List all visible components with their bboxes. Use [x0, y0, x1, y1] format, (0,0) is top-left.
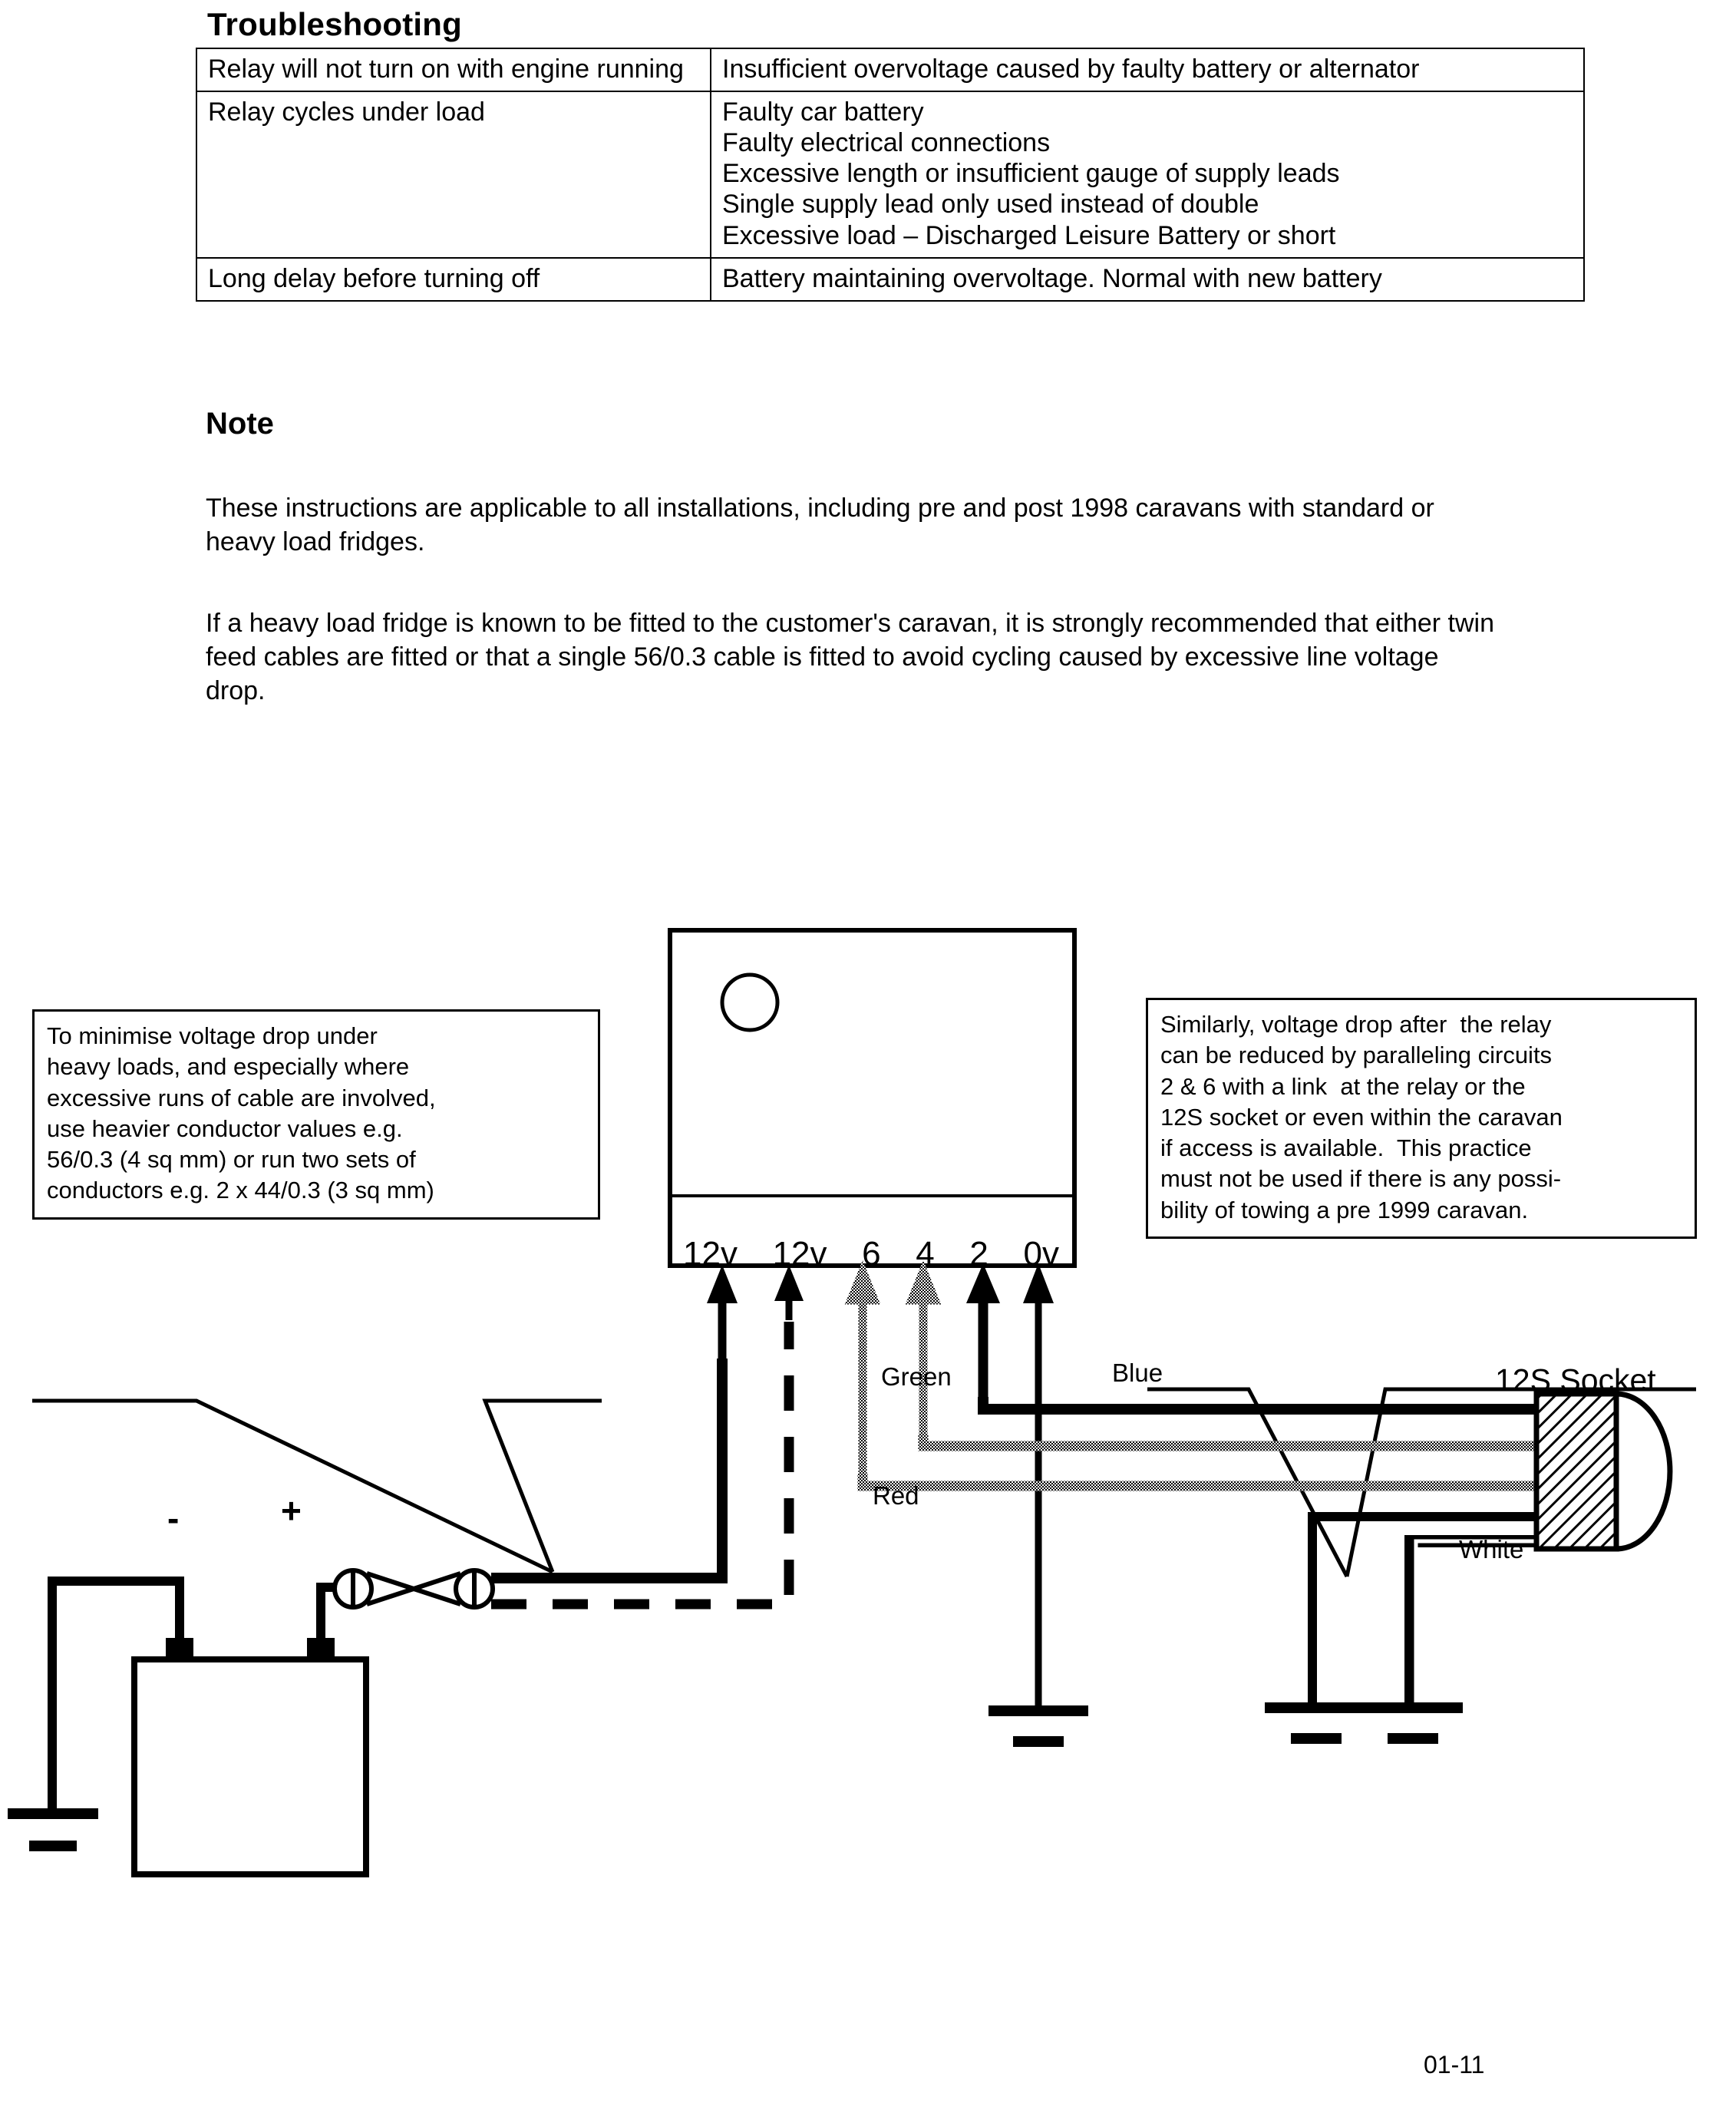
callout-left-voltage-drop: [32, 1009, 600, 1220]
table-row: [196, 258, 1584, 301]
table-row: [196, 91, 1584, 258]
callout-line: bility of towing a pre 1999 caravan.: [1160, 1196, 1529, 1223]
wire-label-green: Green: [881, 1362, 952, 1391]
relay-terminal-4: 4: [916, 1235, 935, 1273]
table-cell-cause: [711, 48, 1584, 91]
relay-terminal-2: 2: [969, 1235, 988, 1273]
arrow-terminal-12v-a: [707, 1265, 738, 1359]
callout-line: 2 & 6 with a link at the relay or the: [1160, 1072, 1526, 1100]
cause-item: Excessive length or insufficient gauge of supply leads: [722, 159, 1340, 189]
cause-item: Single supply lead only used instead of double: [722, 190, 1259, 220]
table-cell-cause: [711, 258, 1584, 301]
callout-line: excessive runs of cable are involved,: [47, 1084, 436, 1111]
callout-line: if access is available. This practice: [1160, 1134, 1532, 1162]
arrow-terminal-2: [966, 1263, 1000, 1397]
callout-line: must not be used if there is any possi-: [1160, 1165, 1562, 1193]
wire-green: [863, 1474, 1536, 1486]
cause-item: Insufficient overvoltage caused by faulty battery or alternator: [722, 54, 1420, 84]
callout-line: 56/0.3 (4 sq mm) or run two sets of: [47, 1146, 416, 1174]
supply-cable-primary: [491, 1359, 722, 1578]
ground-0v: [988, 1705, 1088, 1747]
callout-line: conductors e.g. 2 x 44/0.3 (3 sq mm): [47, 1177, 434, 1204]
table-cell-cause: [711, 91, 1584, 258]
relay-terminal-0v: 0v: [1023, 1235, 1059, 1273]
wire-label-red: Red: [873, 1481, 919, 1510]
troubleshooting-table: [196, 48, 1585, 302]
note-heading: Note: [206, 407, 274, 441]
fuse-pair: [335, 1570, 493, 1607]
table-cell-symptom: Relay will not turn on with engine running: [196, 48, 711, 91]
12s-socket: [1536, 1394, 1670, 1549]
relay-terminal-12v-b: 12v: [772, 1235, 827, 1273]
wire-blue: [983, 1397, 1536, 1409]
cause-item: Faulty car battery: [722, 97, 924, 127]
callout-line: 12S socket or even within the caravan: [1160, 1103, 1563, 1131]
cause-item: Battery maintaining overvoltage. Normal with new battery: [722, 263, 1382, 293]
callout-left-leader: [32, 1401, 602, 1572]
callout-line: use heavier conductor values e.g.: [47, 1114, 403, 1142]
table-cell-symptom: Long delay before turning off: [196, 258, 711, 301]
callout-line: To minimise voltage drop under: [47, 1022, 378, 1049]
battery-negative-sign: -: [167, 1498, 180, 1538]
note-paragraph: These instructions are applicable to all installations, including pre and post 1998 caravans with standard or heavy load fridges.: [206, 494, 1434, 557]
wire-label-white: White: [1459, 1535, 1524, 1563]
page-footer-code: 01-11: [1424, 2051, 1485, 2078]
battery-positive-sign: +: [281, 1491, 302, 1530]
troubleshooting-heading: Troubleshooting: [207, 6, 462, 42]
arrow-terminal-12v-b: [774, 1265, 804, 1320]
callout-right-paralleling: [1146, 998, 1697, 1239]
callout-line: Similarly, voltage drop after the relay: [1160, 1011, 1552, 1038]
arrow-terminal-6: [847, 1263, 879, 1474]
wire-label-blue: Blue: [1112, 1359, 1163, 1387]
table-row: [196, 48, 1584, 91]
table-cell-symptom: Relay cycles under load: [196, 91, 711, 258]
cause-item: Excessive load – Discharged Leisure Battery or short: [722, 220, 1336, 250]
relay-unit: [670, 930, 1074, 1266]
wire-white: [1363, 1541, 1536, 1744]
wire-red: [923, 1434, 1536, 1446]
relay-terminal-6: 6: [862, 1235, 881, 1273]
arrow-terminal-4: [907, 1263, 939, 1434]
socket-label: 12S Socket: [1495, 1362, 1656, 1398]
car-battery: [134, 1638, 366, 1874]
note-paragraph: If a heavy load fridge is known to be fitted to the customer's caravan, it is strongly recommended that either twin feed cables are fitted or that a single 56/0.3 cable is fitted to avoid cycling caused by excessive line voltage drop.: [206, 609, 1494, 706]
callout-line: heavy loads, and especially where: [47, 1053, 410, 1081]
callout-line: can be reduced by paralleling circuits: [1160, 1042, 1553, 1069]
cause-item: Faulty electrical connections: [722, 128, 1051, 158]
relay-terminal-12v-a: 12v: [683, 1235, 738, 1273]
